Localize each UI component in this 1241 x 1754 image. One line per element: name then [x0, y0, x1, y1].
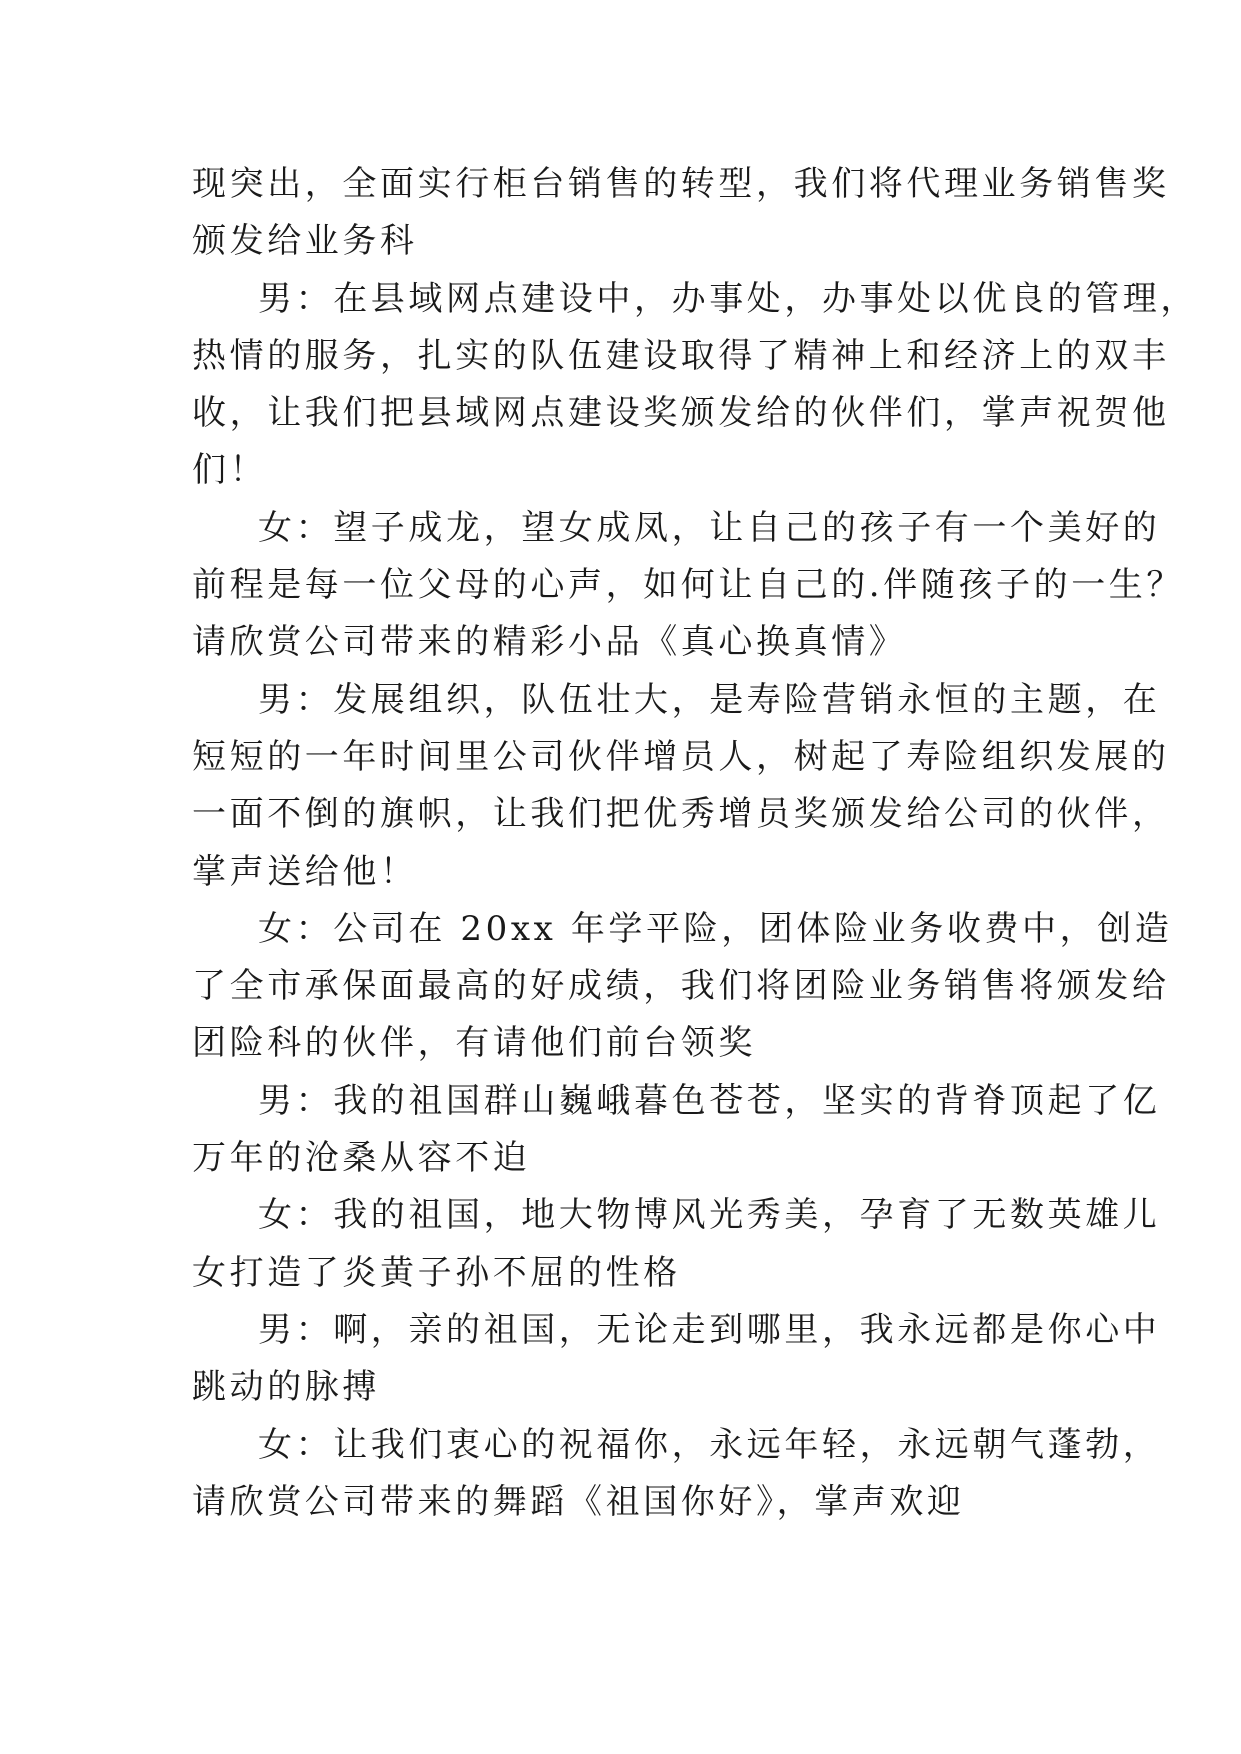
- paragraph: [192, 1302, 1161, 1417]
- text-line: 女打造了炎黄子孙不屈的性格: [192, 1252, 681, 1293]
- text-line: 女：望子成龙，望女成凤，让自己的孩子有一个美好的: [258, 507, 1161, 548]
- text-line: 女：我的祖国，地大物博风光秀美，孕育了无数英雄儿: [258, 1195, 1161, 1236]
- text-line: 收，让我们把县域网点建设奖颁发给的伙伴们，掌声祝贺他: [192, 393, 1170, 434]
- text-line: 请欣赏公司带来的舞蹈《祖国你好》，掌声欢迎: [192, 1481, 965, 1522]
- text-line: 现突出，全面实行柜台销售的转型，我们将代理业务销售奖: [192, 164, 1170, 204]
- text-line: 男：在县域网点建设中，办事处，办事处以优良的管理，: [258, 278, 1198, 319]
- paragraph: [192, 1073, 1161, 1188]
- text-line: 们！: [192, 450, 268, 491]
- text-line: 男：啊，亲的祖国，无论走到哪里，我永远都是你心中: [258, 1309, 1161, 1350]
- paragraph: [192, 1187, 1161, 1302]
- document-body: [192, 156, 1198, 1531]
- text-line: 万年的沧桑从容不迫: [192, 1138, 531, 1179]
- text-line: 跳动的脉搏: [192, 1367, 380, 1408]
- paragraph: [192, 500, 1185, 672]
- text-line: 颁发给业务科: [192, 221, 418, 262]
- text-line: 男：我的祖国群山巍峨暮色苍苍，坚实的背脊顶起了亿: [258, 1080, 1161, 1121]
- text-line: 一面不倒的旗帜，让我们把优秀增员奖颁发给公司的伙伴，: [192, 794, 1170, 835]
- paragraph: [192, 271, 1198, 500]
- paragraph: [192, 672, 1170, 901]
- text-line: 男：发展组织，队伍壮大，是寿险营销永恒的主题，在: [258, 679, 1161, 720]
- text-line: 前程是每一位父母的心声，如何让自己的.伴随孩子的一生？: [192, 565, 1185, 606]
- paragraph: [192, 156, 1170, 271]
- text-line: 团险科的伙伴，有请他们前台领奖: [192, 1023, 756, 1064]
- text-line: 请欣赏公司带来的精彩小品《真心换真情》: [192, 622, 907, 663]
- paragraph: [192, 1417, 1161, 1532]
- text-line: 女：让我们衷心的祝福你，永远年轻，永远朝气蓬勃，: [258, 1424, 1161, 1465]
- text-line: 热情的服务，扎实的队伍建设取得了精神上和经济上的双丰: [192, 335, 1170, 376]
- text-line: 了全市承保面最高的好成绩，我们将团险业务销售将颁发给: [192, 966, 1170, 1007]
- text-line: 短短的一年时间里公司伙伴增员人，树起了寿险组织发展的: [192, 736, 1170, 777]
- paragraph: [192, 901, 1173, 1073]
- text-line: 女：公司在 20xx 年学平险，团体险业务收费中，创造: [258, 908, 1173, 949]
- text-line: 掌声送给他！: [192, 851, 418, 892]
